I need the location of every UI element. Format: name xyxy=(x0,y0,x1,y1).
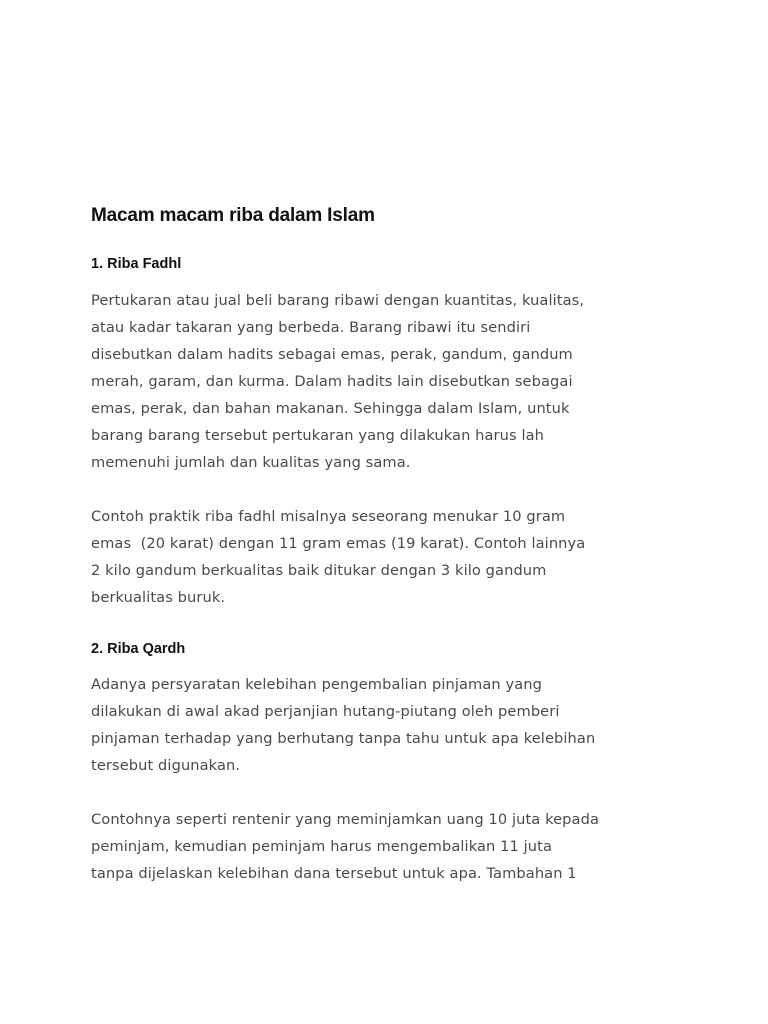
text-line: Contohnya seperti rentenir yang meminjamkan uang 10 juta kepada xyxy=(91,811,599,828)
text-line: tersebut digunakan. xyxy=(91,757,241,774)
text-line: peminjam, kemudian peminjam harus mengembalikan 11 juta xyxy=(91,838,552,855)
section-riba-fadhl xyxy=(91,254,691,611)
text-line: merah, garam, dan kurma. Dalam hadits lain disebutkan sebagai xyxy=(91,373,573,390)
text-line: disebutkan dalam hadits sebagai emas, perak, gandum, gandum xyxy=(91,346,573,363)
paragraph xyxy=(91,671,691,779)
text-line: atau kadar takaran yang berbeda. Barang ribawi itu sendiri xyxy=(91,319,531,336)
paragraph xyxy=(91,806,691,887)
text-line: pinjaman terhadap yang berhutang tanpa tahu untuk apa kelebihan xyxy=(91,730,596,747)
text-line: Adanya persyaratan kelebihan pengembalian pinjaman yang xyxy=(91,676,542,693)
text-line: barang barang tersebut pertukaran yang dilakukan harus lah xyxy=(91,427,544,444)
section-heading: 2. Riba Qardh xyxy=(91,641,186,657)
document-title: Macam macam riba dalam Islam xyxy=(91,205,375,226)
text-line: dilakukan di awal akad perjanjian hutang-piutang oleh pemberi xyxy=(91,703,560,720)
document-page xyxy=(91,203,691,887)
text-line: emas (20 karat) dengan 11 gram emas (19 karat). Contoh lainnya xyxy=(91,535,586,552)
text-line: 2 kilo gandum berkualitas baik ditukar dengan 3 kilo gandum xyxy=(91,562,547,579)
paragraph xyxy=(91,287,691,476)
text-line: Contoh praktik riba fadhl misalnya seseorang menukar 10 gram xyxy=(91,508,566,525)
text-line: tanpa dijelaskan kelebihan dana tersebut untuk apa. Tambahan 1 xyxy=(91,865,577,882)
paragraph xyxy=(91,503,691,611)
text-line: Pertukaran atau jual beli barang ribawi dengan kuantitas, kualitas, xyxy=(91,292,585,309)
section-heading: 1. Riba Fadhl xyxy=(91,256,182,272)
text-line: berkualitas buruk. xyxy=(91,589,226,606)
text-line: memenuhi jumlah dan kualitas yang sama. xyxy=(91,454,411,471)
text-line: emas, perak, dan bahan makanan. Sehingga dalam Islam, untuk xyxy=(91,400,570,417)
section-riba-qardh xyxy=(91,639,691,887)
